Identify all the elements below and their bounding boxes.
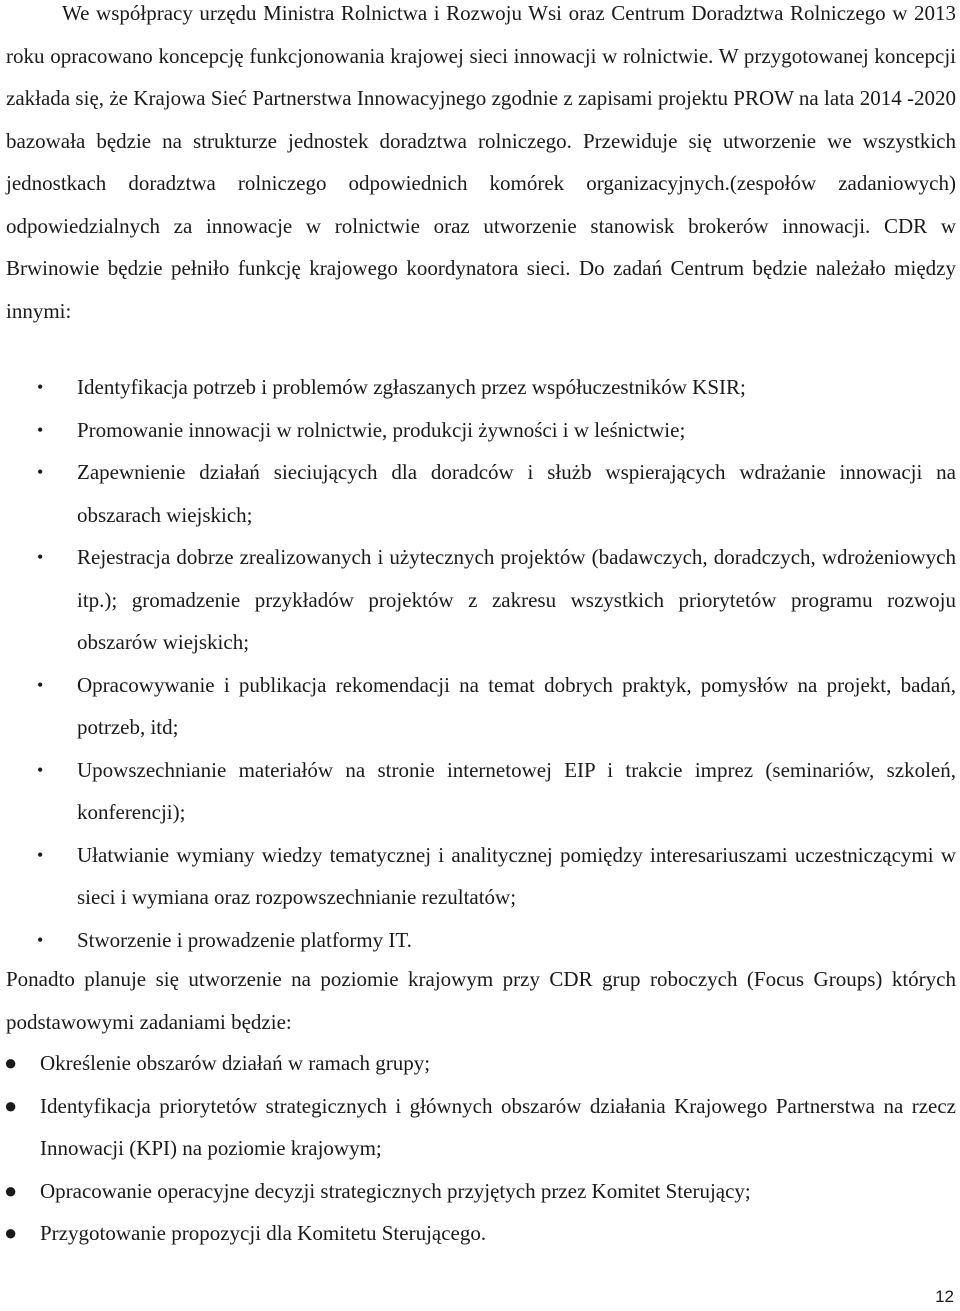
bullet-icon: • [37, 929, 44, 950]
bullet-icon: • [37, 674, 44, 695]
focus-groups-paragraph: Ponadto planuje się utworzenie na poziomie krajowym przy CDR grup roboczych (Focus Groups) których podstawowymi zadaniami będzie: [6, 967, 956, 1034]
bullet-icon: • [37, 462, 44, 482]
list-item-text: Upowszechnianie materiałów na stronie internetowej EIP i trakcie imprez (seminariów, szkoleń, konferencji); [77, 757, 956, 824]
list-item-text: Stworzenie i prowadzenie platformy IT. [77, 927, 412, 952]
list-item-text: Identyfikacja priorytetów strategicznych i głównych obszarów działania Krajowego Partnerstwa na rzecz Innowacji (KPI) na poziomie krajowym; [40, 1093, 956, 1160]
list-item [0, 451, 956, 536]
list-item [0, 1042, 956, 1085]
intro-paragraph: We współpracy urzędu Ministra Rolnictwa i Rozwoju Wsi oraz Centrum Doradztwa Rolniczego w 2013 roku opracowano koncepcję funkcjonowania krajowej sieci innowacji w rolnictwie. W przygotowanej koncepcji zakłada się, że Krajowa Sieć Partnerstwa Innowacyjnego zgodnie z zapisami projektu PROW na lata 2014 -2020 bazowała będzie na strukturze jednostek doradztwa rolniczego. Przewiduje się utworzenie we wszystkich jednostkach doradztwa rolniczego odpowiednich komórek organizacyjnych.(zespołów zadaniowych) odpowiedzialnych za innowacje w rolnictwie oraz utworzenie stanowisk brokerów innowacji. CDR w Brwinowie będzie pełniło funkcję krajowego koordynatora sieci. Do zadań Centrum będzie należało między innymi: [6, 1, 956, 323]
bullet-icon: ● [4, 1177, 18, 1203]
page-number: 12 [935, 1287, 954, 1306]
bullet-icon: ● [4, 1220, 18, 1245]
bullet-icon: ● [4, 1092, 18, 1118]
bullet-icon: • [37, 759, 44, 780]
list-item-text: Opracowywanie i publikacja rekomendacji na temat dobrych praktyk, pomysłów na projekt, badań, potrzeb, itd; [77, 672, 956, 739]
list-item [0, 536, 956, 664]
list-item-text: Ułatwianie wymiany wiedzy tematycznej i analitycznej pomiędzy interesariuszami uczestniczącymi w sieci i wymiana oraz rozpowszechnianie rezultatów; [77, 842, 956, 909]
list-item [0, 749, 956, 834]
list-item-text: Identyfikacja potrzeb i problemów zgłaszanych przez współuczestników KSIR; [77, 375, 746, 399]
list-item-text: Zapewnienie działań sieciujących dla doradców i służb wspierających wdrażanie innowacji na obszarach wiejskich; [77, 460, 956, 527]
focus-groups-tasks-list [0, 1042, 956, 1255]
list-item-text: Opracowanie operacyjne decyzji strategicznych przyjętych przez Komitet Sterujący; [40, 1178, 751, 1203]
bullet-icon: • [37, 377, 44, 397]
list-item [0, 1085, 956, 1170]
list-item-text: Przygotowanie propozycji dla Komitetu Sterującego. [40, 1221, 487, 1245]
list-item [0, 409, 956, 452]
bullet-icon: • [37, 547, 44, 567]
list-item-text: Rejestracja dobrze zrealizowanych i użytecznych projektów (badawczych, doradczych, wdrożeniowych itp.); gromadzenie przykładów projektów z zakresu wszystkich priorytetów programu rozwoju obszarów wiejskich; [77, 545, 956, 654]
centrum-tasks-list [0, 366, 956, 961]
list-item [0, 919, 956, 962]
list-item-text: Określenie obszarów działań w ramach grupy; [40, 1051, 431, 1075]
list-item [0, 366, 956, 409]
list-item [0, 834, 956, 919]
bullet-icon: • [37, 419, 44, 440]
list-item [0, 1212, 956, 1255]
list-item [0, 1170, 956, 1213]
bullet-icon: ● [4, 1050, 18, 1075]
list-item-text: Promowanie innowacji w rolnictwie, produkcji żywności i w leśnictwie; [77, 417, 686, 442]
list-item [0, 664, 956, 749]
bullet-icon: • [37, 844, 44, 865]
